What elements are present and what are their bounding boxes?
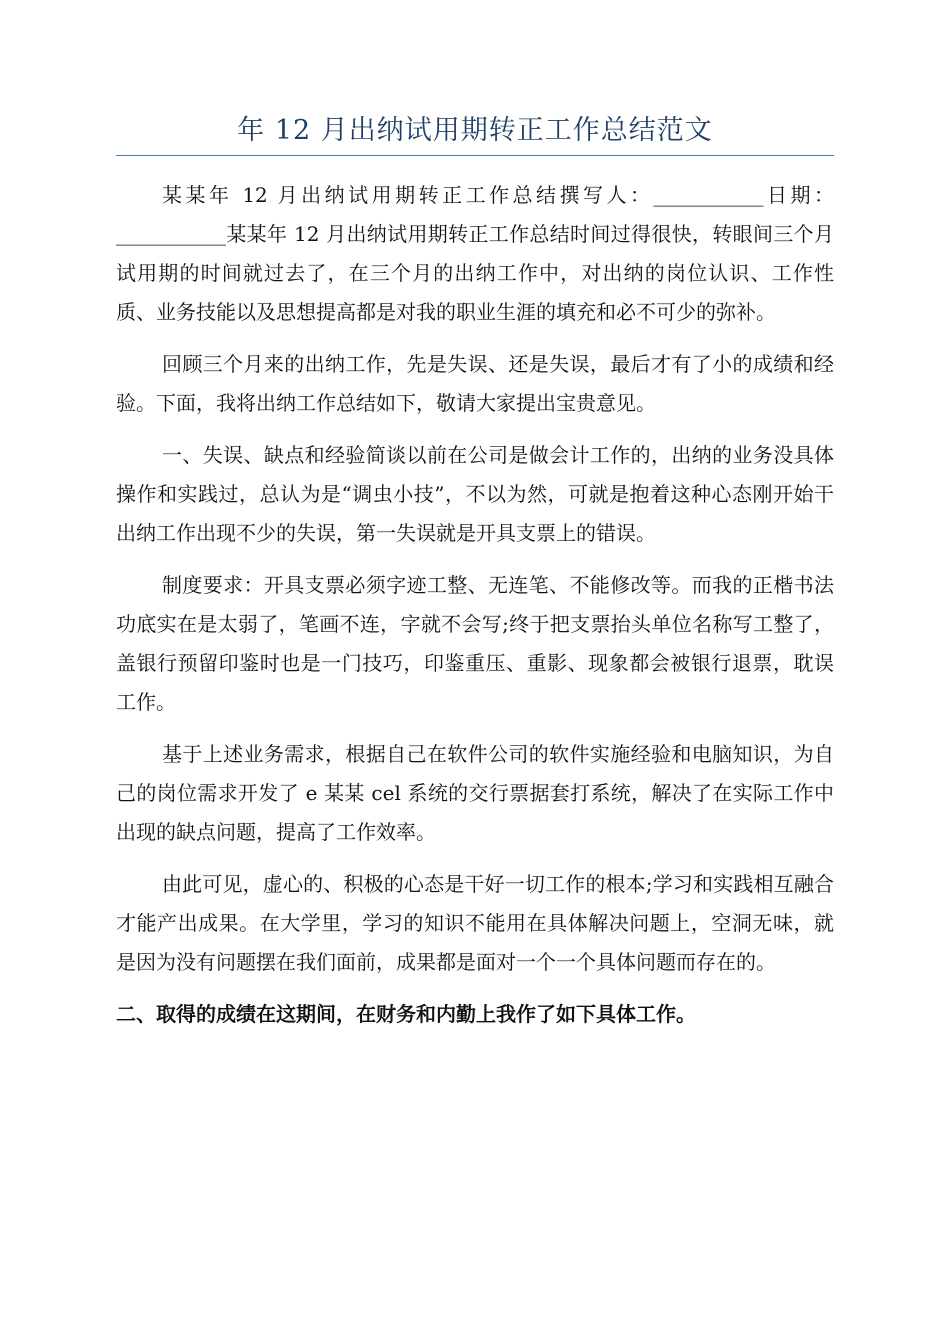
document-body bbox=[116, 176, 834, 1034]
title-underline bbox=[116, 155, 834, 156]
paragraph-mistakes: 一、失误、缺点和经验简谈以前在公司是做会计工作的，出纳的业务没具体操作和实践过，总认为是“调虫小技”，不以为然，可就是抱着这种心态刚开始干出纳工作出现不少的失误，第一失误就是开具支票上的错误。 bbox=[116, 443, 834, 545]
section-heading-achievements: 二、取得的成绩在这期间，在财务和内勤上我作了如下具体工作。 bbox=[116, 1002, 696, 1026]
paragraph-intro: 某某年 12 月出纳试用期转正工作总结撰写人：___________日期：___________某某年 12 月出纳试用期转正工作总结时间过得很快，转眼间三个月试用期的时间就过去了，在三个月的出纳工作中，对出纳的岗位认识、工作性质、业务技能以及思想提高都是对我的职业生涯的填充和必不可少的弥补。 bbox=[116, 183, 834, 324]
paragraph-solution: 基于上述业务需求，根据自己在软件公司的软件实施经验和电脑知识，为自己的岗位需求开发了 e 某某 cel 系统的交行票据套打系统，解决了在实际工作中出现的缺点问题，提高了工作效率。 bbox=[116, 742, 834, 844]
document-title: 年 12 月出纳试用期转正工作总结范文 bbox=[237, 115, 713, 146]
paragraph-rules: 制度要求：开具支票必须字迹工整、无连笔、不能修改等。而我的正楷书法功底实在是太弱了，笔画不连，字就不会写;终于把支票抬头单位名称写工整了，盖银行预留印鉴时也是一门技巧，印鉴重压、重影、现象都会被银行退票，耽误工作。 bbox=[116, 573, 834, 714]
paragraph-review: 回顾三个月来的出纳工作，先是失误、还是失误，最后才有了小的成绩和经验。下面，我将出纳工作总结如下，敬请大家提出宝贵意见。 bbox=[116, 352, 834, 415]
paragraph-conclusion: 由此可见，虚心的、积极的心态是干好一切工作的根本;学习和实践相互融合才能产出成果。在大学里，学习的知识不能用在具体解决问题上，空洞无味，就是因为没有问题摆在我们面前，成果都是面对一个一个具体问题而存在的。 bbox=[116, 872, 834, 974]
